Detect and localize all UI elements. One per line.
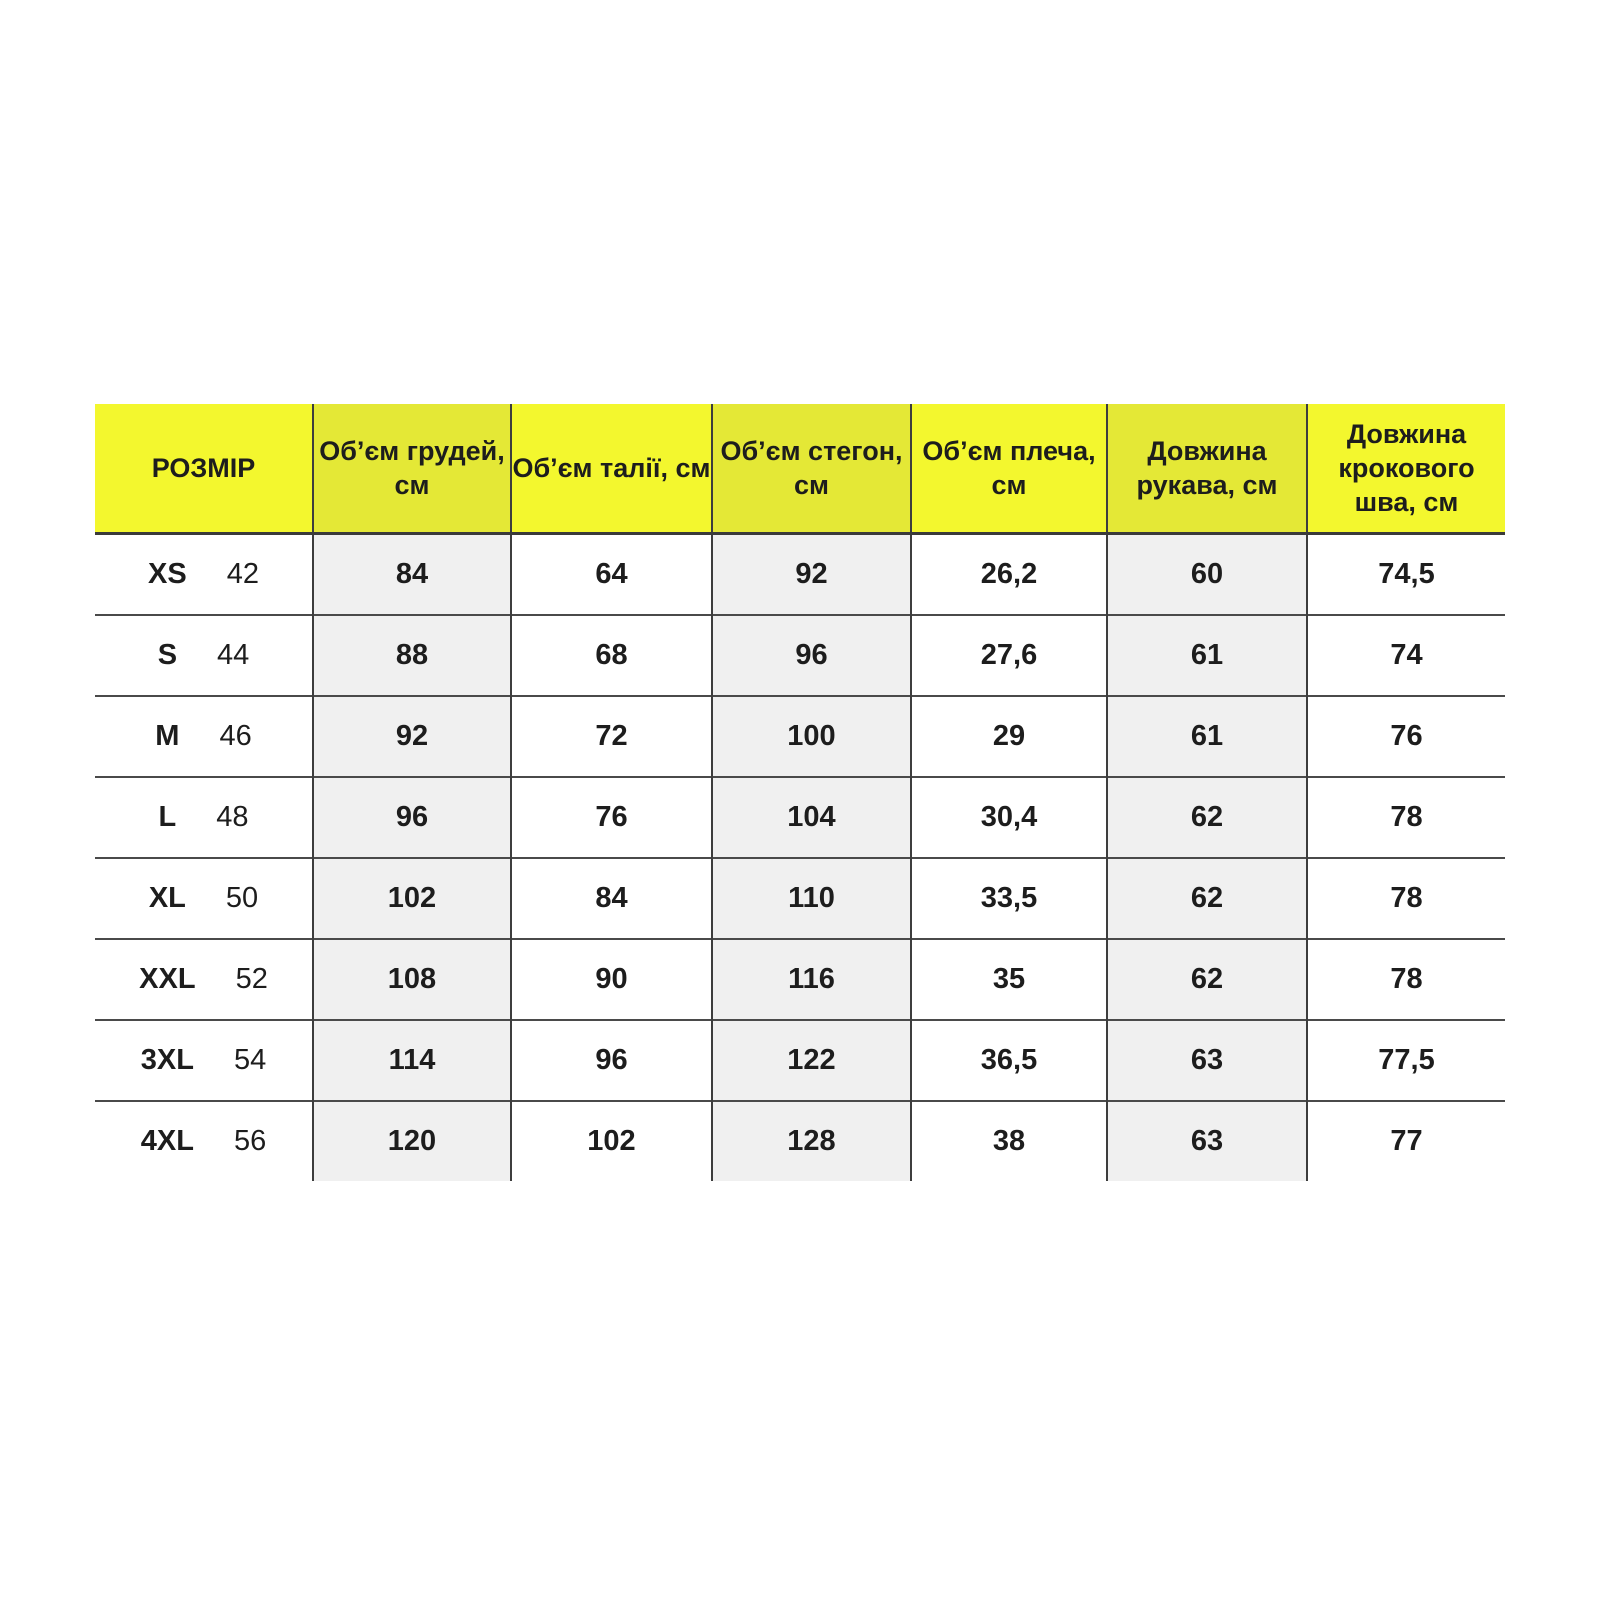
size-cell xyxy=(95,1020,313,1101)
size-label: XS xyxy=(148,558,187,590)
cell-hips: 116 xyxy=(712,939,911,1020)
cell-chest: 108 xyxy=(313,939,511,1020)
cell-waist: 96 xyxy=(511,1020,712,1101)
cell-chest: 120 xyxy=(313,1101,511,1181)
cell-inseam: 76 xyxy=(1307,696,1505,777)
size-cell xyxy=(95,1101,313,1181)
size-label: S xyxy=(157,639,178,671)
table-row xyxy=(95,696,1505,777)
cell-inseam: 78 xyxy=(1307,858,1505,939)
cell-hips: 100 xyxy=(712,696,911,777)
size-number: 56 xyxy=(233,1125,267,1157)
size-label: L xyxy=(158,801,177,833)
cell-sleeve: 62 xyxy=(1107,939,1307,1020)
table-row xyxy=(95,615,1505,696)
table-row xyxy=(95,1020,1505,1101)
size-label: M xyxy=(155,720,180,752)
cell-inseam: 77,5 xyxy=(1307,1020,1505,1101)
size-number: 52 xyxy=(235,963,268,995)
size-cell xyxy=(95,615,313,696)
cell-inseam: 74,5 xyxy=(1307,534,1505,616)
size-label: 4XL xyxy=(140,1125,194,1157)
cell-shoulder: 33,5 xyxy=(911,858,1107,939)
cell-inseam: 78 xyxy=(1307,939,1505,1020)
size-label: XXL xyxy=(139,963,196,995)
cell-waist: 84 xyxy=(511,858,712,939)
cell-inseam: 77 xyxy=(1307,1101,1505,1181)
cell-sleeve: 63 xyxy=(1107,1101,1307,1181)
cell-waist: 102 xyxy=(511,1101,712,1181)
cell-shoulder: 26,2 xyxy=(911,534,1107,616)
cell-waist: 64 xyxy=(511,534,712,616)
size-cell xyxy=(95,696,313,777)
table-row xyxy=(95,1101,1505,1181)
column-header-shoulder: Об’єм плеча, см xyxy=(911,404,1107,534)
cell-waist: 68 xyxy=(511,615,712,696)
cell-hips: 104 xyxy=(712,777,911,858)
cell-shoulder: 27,6 xyxy=(911,615,1107,696)
cell-inseam: 78 xyxy=(1307,777,1505,858)
cell-hips: 128 xyxy=(712,1101,911,1181)
cell-chest: 92 xyxy=(313,696,511,777)
size-cell xyxy=(95,777,313,858)
header-row xyxy=(95,404,1505,534)
table-row xyxy=(95,939,1505,1020)
size-label: XL xyxy=(148,882,186,914)
size-number: 48 xyxy=(216,801,249,833)
cell-hips: 96 xyxy=(712,615,911,696)
cell-sleeve: 61 xyxy=(1107,696,1307,777)
cell-chest: 102 xyxy=(313,858,511,939)
cell-sleeve: 60 xyxy=(1107,534,1307,616)
column-header-chest: Об’єм грудей, см xyxy=(313,404,511,534)
size-number: 44 xyxy=(217,639,250,671)
cell-shoulder: 38 xyxy=(911,1101,1107,1181)
table-row xyxy=(95,534,1505,616)
cell-sleeve: 63 xyxy=(1107,1020,1307,1101)
column-header-sleeve: Довжина рукава, см xyxy=(1107,404,1307,534)
cell-waist: 72 xyxy=(511,696,712,777)
size-number: 50 xyxy=(225,882,259,914)
cell-hips: 122 xyxy=(712,1020,911,1101)
cell-waist: 76 xyxy=(511,777,712,858)
column-header-inseam: Довжина крокового шва, см xyxy=(1307,404,1505,534)
cell-sleeve: 62 xyxy=(1107,858,1307,939)
size-cell xyxy=(95,534,313,616)
size-chart-table xyxy=(95,404,1505,1181)
cell-chest: 96 xyxy=(313,777,511,858)
table-header xyxy=(95,404,1505,534)
cell-waist: 90 xyxy=(511,939,712,1020)
cell-sleeve: 62 xyxy=(1107,777,1307,858)
size-number: 54 xyxy=(233,1044,267,1076)
table-row xyxy=(95,777,1505,858)
size-cell xyxy=(95,939,313,1020)
size-number: 42 xyxy=(226,558,259,590)
cell-shoulder: 36,5 xyxy=(911,1020,1107,1101)
column-header-waist: Об’єм талії, см xyxy=(511,404,712,534)
table-body xyxy=(95,534,1505,1182)
table-row xyxy=(95,858,1505,939)
cell-shoulder: 35 xyxy=(911,939,1107,1020)
size-label: 3XL xyxy=(140,1044,194,1076)
cell-hips: 92 xyxy=(712,534,911,616)
size-number: 46 xyxy=(219,720,252,752)
cell-hips: 110 xyxy=(712,858,911,939)
cell-chest: 84 xyxy=(313,534,511,616)
cell-chest: 114 xyxy=(313,1020,511,1101)
cell-inseam: 74 xyxy=(1307,615,1505,696)
column-header-hips: Об’єм стегон, см xyxy=(712,404,911,534)
cell-shoulder: 30,4 xyxy=(911,777,1107,858)
cell-sleeve: 61 xyxy=(1107,615,1307,696)
column-header-size: РОЗМІР xyxy=(95,404,313,534)
size-cell xyxy=(95,858,313,939)
cell-chest: 88 xyxy=(313,615,511,696)
cell-shoulder: 29 xyxy=(911,696,1107,777)
